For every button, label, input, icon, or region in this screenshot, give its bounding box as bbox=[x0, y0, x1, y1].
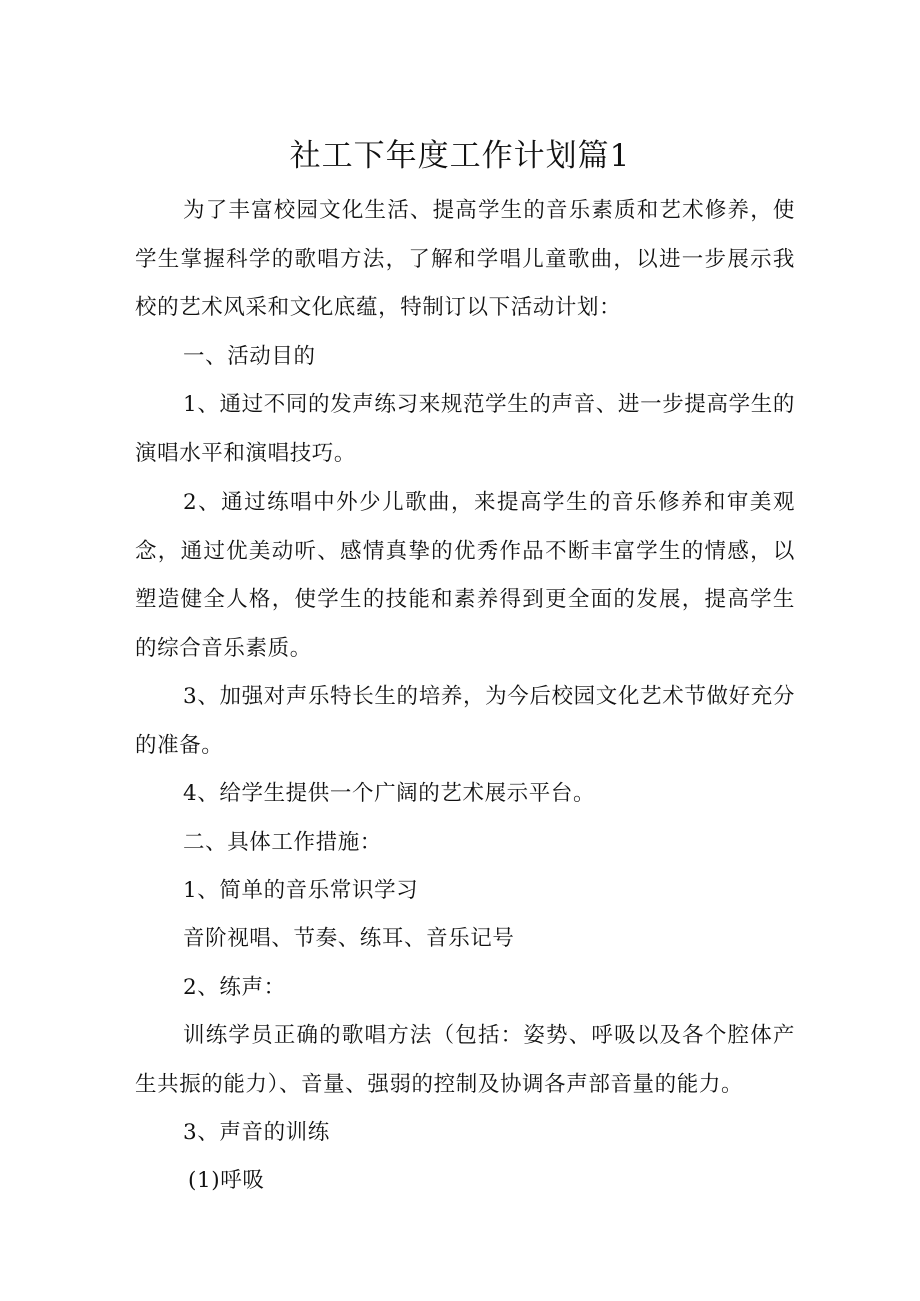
intro-paragraph: 为了丰富校园文化生活、提高学生的音乐素质和艺术修养，使学生掌握科学的歌唱方法，了解和学唱儿童歌曲，以进一步展示我校的艺术风采和文化底蕴，特制订以下活动计划： bbox=[135, 198, 795, 320]
goal-paragraph-4: 4、给学生提供一个广阔的艺术展示平台。 bbox=[183, 781, 596, 806]
document-title: 社工下年度工作计划篇1 bbox=[289, 138, 631, 174]
section-heading-activity-purpose: 一、活动目的 bbox=[183, 344, 316, 369]
measure-content-vocal-practice: 训练学员正确的歌唱方法（包括：姿势、呼吸以及各个腔体产生共振的能力）、音量、强弱的控制及协调各声部音量的能力。 bbox=[135, 1023, 795, 1097]
measure-heading-voice-training: 3、声音的训练 bbox=[183, 1120, 330, 1145]
goal-paragraph-2: 2、通过练唱中外少儿歌曲，来提高学生的音乐修养和审美观念，通过优美动听、感情真挚的优秀作品不断丰富学生的情感，以塑造健全人格，使学生的技能和素养得到更全面的发展，提高学生的综合音乐素质。 bbox=[135, 490, 795, 661]
measure-content-music-basics: 音阶视唱、节奏、练耳、音乐记号 bbox=[183, 926, 515, 951]
measure-heading-vocal-practice: 2、练声： bbox=[183, 975, 286, 1000]
measure-heading-music-basics: 1、简单的音乐常识学习 bbox=[183, 878, 419, 903]
section-heading-measures: 二、具体工作措施： bbox=[183, 830, 382, 855]
measure-subheading-breathing: (1)呼吸 bbox=[188, 1168, 265, 1193]
goal-paragraph-1: 1、通过不同的发声练习来规范学生的声音、进一步提高学生的演唱水平和演唱技巧。 bbox=[135, 392, 795, 466]
goal-paragraph-3: 3、加强对声乐特长生的培养，为今后校园文化艺术节做好充分的准备。 bbox=[135, 684, 795, 758]
